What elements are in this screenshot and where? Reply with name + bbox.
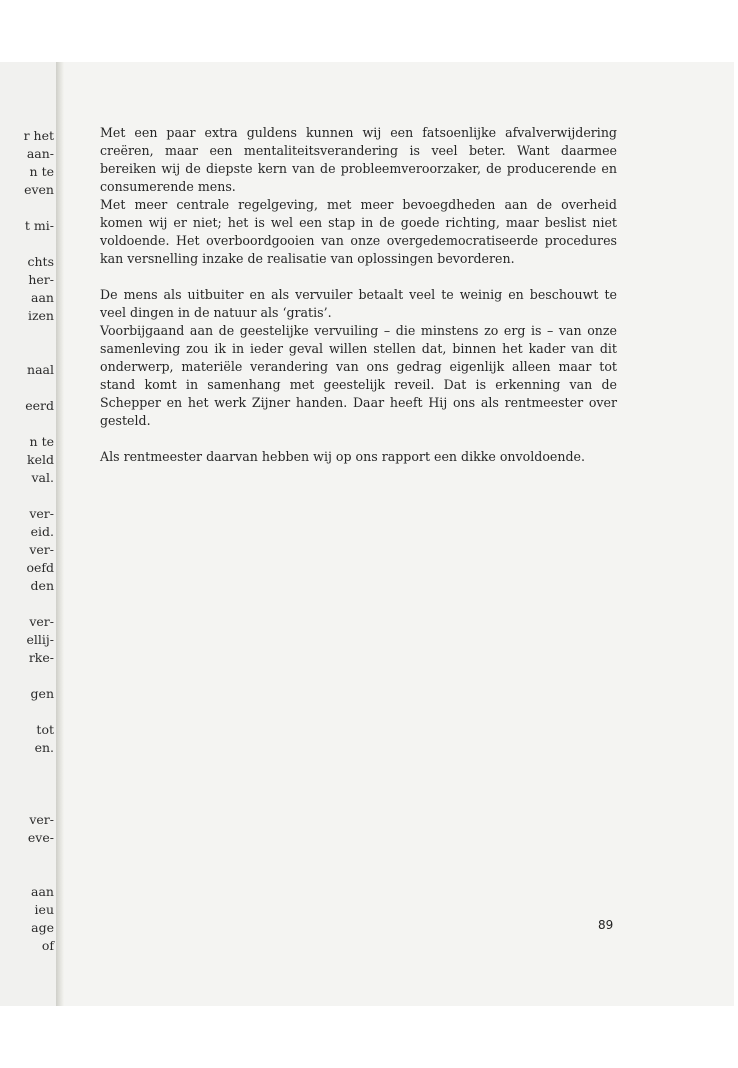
paragraph-3: De mens als uitbuiter en als vervuiler betaalt veel te weinig en beschouwt te veel dingen in de natuur als ‘gratis’.: [100, 287, 617, 320]
left-page-line: naal: [27, 362, 54, 377]
left-page-line: of: [41, 938, 54, 953]
left-page-line: ieu: [34, 902, 54, 917]
left-page-line: even: [24, 182, 54, 197]
paragraph-1: Met een paar extra guldens kunnen wij een fatsoenlijke afvalverwijdering creëren, maar een mentaliteitsverandering is veel beter. Want daarmee bereiken wij de diepste kern van de probleemveroorzaker, de producerende en consumerende mens.: [100, 125, 617, 194]
book-gutter: [56, 62, 64, 1006]
paragraph-5: Als rentmeester daarvan hebben wij op ons rapport een dikke onvoldoende.: [100, 449, 585, 464]
left-page-line: aan: [31, 290, 54, 305]
left-page-line: ver-: [29, 614, 54, 629]
left-page-line: chts: [27, 254, 54, 269]
left-page-line: her-: [28, 272, 54, 287]
paragraph-4: Voorbijgaand aan de geestelijke vervuiling – die minstens zo erg is – van onze samenleving zou ik in ieder geval willen stellen dat, binnen het kader van dit onderwerp, materiële verandering van ons gedrag eigenlijk alleen maar tot stand komt in samenhang met geestelijk reveil. Dat is erkenning van de Schepper en het werk Zijner handen. Daar heeft Hij ons als rentmeester over gesteld.: [100, 323, 617, 428]
left-page-line: izen: [27, 308, 54, 323]
left-page-line: aan: [31, 884, 54, 899]
left-page-line: ver-: [29, 812, 54, 827]
left-page-line: en.: [34, 740, 54, 755]
left-page-line: aan-: [26, 146, 54, 161]
left-page-line: tot: [36, 722, 54, 737]
left-page-line: n te: [29, 434, 54, 449]
paragraph-2: Met meer centrale regelgeving, met meer bevoegdheden aan de overheid komen wij er niet; het is wel een stap in de goede richting, maar beslist niet voldoende. Het overboordgooien van onze overgedemocratiseerde procedures kan versnelling inzake de realisatie van oplossingen bevorderen.: [100, 197, 617, 266]
left-page-line: n te: [29, 164, 54, 179]
left-page-line: eerd: [25, 398, 54, 413]
left-page-line: age: [31, 920, 54, 935]
left-page-line: val.: [31, 470, 54, 485]
left-page-line: ver-: [29, 506, 54, 521]
left-page-line: oefd: [26, 560, 54, 575]
page-number: 89: [598, 918, 614, 932]
left-page-line: rke-: [28, 650, 54, 665]
left-page-line: ver-: [29, 542, 54, 557]
left-page-line: eve-: [27, 830, 54, 845]
left-page-line: r het: [23, 128, 54, 143]
left-page-edge: [0, 62, 56, 1006]
left-page-line: eid.: [30, 524, 54, 539]
left-page-line: keld: [27, 452, 54, 467]
left-page-line: t mi-: [24, 218, 54, 233]
body-text: [100, 124, 617, 466]
left-page-line: ellij-: [26, 632, 54, 647]
left-page-line: den: [30, 578, 54, 593]
left-page-line: gen: [30, 686, 54, 701]
